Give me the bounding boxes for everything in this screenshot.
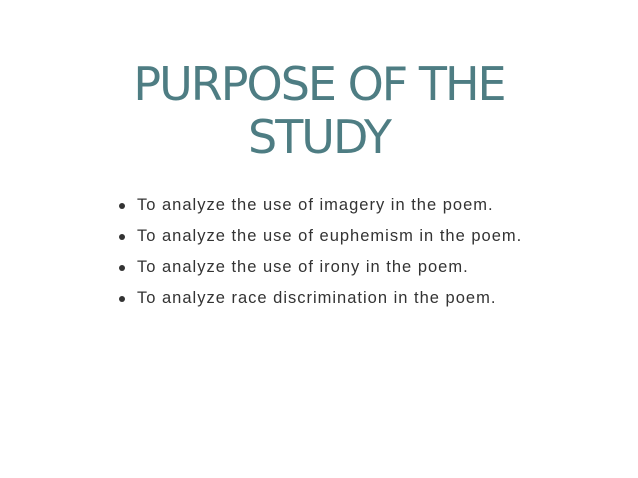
bullet-item <box>117 221 567 252</box>
slide-title-line-1: PURPOSE OF THE <box>133 57 505 111</box>
bullet-dot-icon <box>119 296 125 302</box>
bullet-text: To analyze race discrimination in the poem. <box>137 289 497 307</box>
bullet-dot-icon <box>119 265 125 271</box>
bullet-dot-icon <box>119 234 125 240</box>
slide-title-line-2: STUDY <box>248 110 390 164</box>
bullet-text: To analyze the use of imagery in the poem. <box>137 196 494 214</box>
bullet-text: To analyze the use of euphemism in the poem. <box>137 227 523 245</box>
bullet-dot-icon <box>119 203 125 209</box>
bullet-item <box>117 252 567 283</box>
bullet-list <box>117 190 567 314</box>
bullet-item <box>117 283 567 314</box>
bullet-text: To analyze the use of irony in the poem. <box>137 258 469 276</box>
bullet-item <box>117 190 567 221</box>
slide-title <box>60 58 578 164</box>
